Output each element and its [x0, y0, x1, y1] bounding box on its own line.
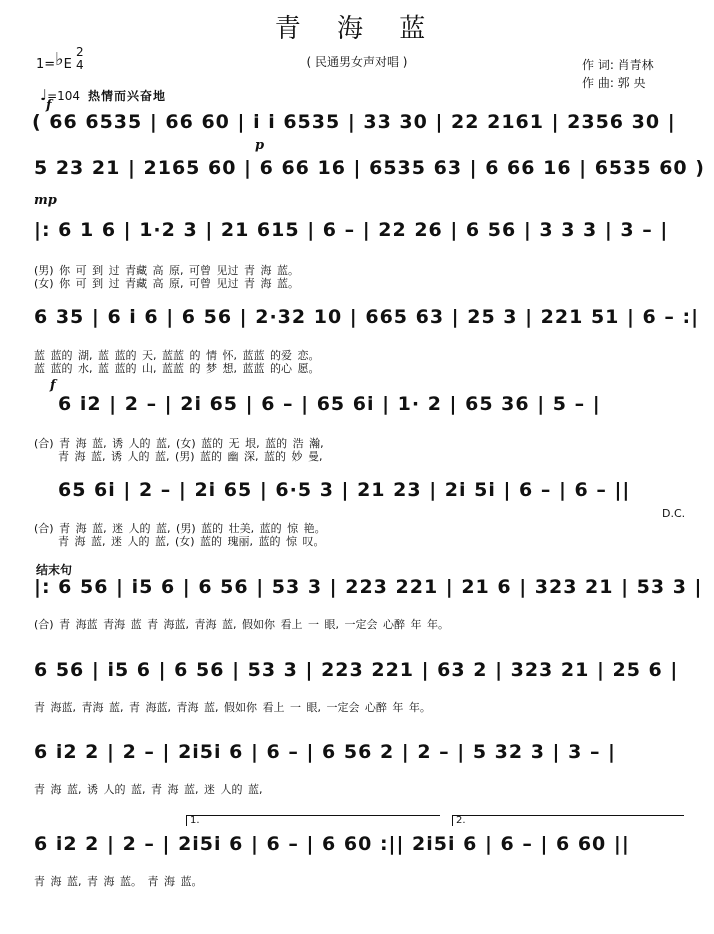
- lyric-row-3-line-1: (男) 你 可 到 过 青藏 高 原, 可曾 见过 青 海 蓝。: [34, 264, 300, 277]
- lyric-row-4-line-2: 蓝 蓝的 水, 蓝 蓝的 山, 蓝蓝 的 梦 想, 蓝蓝 的心 愿。: [34, 362, 320, 375]
- time-top: 2: [76, 45, 84, 59]
- lyric-row-5-line-2: 青 海 蓝, 诱 人的 蓝, (男) 蓝的 幽 深, 蓝的 妙 曼,: [58, 450, 323, 463]
- lyric-row-9: 青 海 蓝, 诱 人的 蓝, 青 海 蓝, 迷 人的 蓝,: [34, 783, 263, 796]
- notation-row-4: 6 35 | 6 i 6 | 6 56 | 2·32 10 | 665 63 | 25 3 | 221 51 | 6 – :|: [34, 306, 700, 328]
- lyric-row-5-line-1: (合) 青 海 蓝, 诱 人的 蓝, (女) 蓝的 无 垠, 蓝的 浩 瀚,: [34, 437, 324, 450]
- lyric-row-4-line-1: 蓝 蓝的 湖, 蓝 蓝的 天, 蓝蓝 的 情 怀, 蓝蓝 的爱 恋。: [34, 349, 320, 362]
- lyric-row-3-line-2: (女) 你 可 到 过 青藏 高 原, 可曾 见过 青 海 蓝。: [34, 277, 300, 290]
- key-signature: [36, 49, 72, 73]
- quarter-note-icon: ♩: [40, 86, 48, 104]
- notation-row-7: |: 6 56 | i5 6 | 6 56 | 53 3 | 223 221 | 21 6 | 323 21 | 53 3 |: [34, 576, 703, 598]
- ending-section-label: 结末句: [36, 563, 73, 577]
- expression-text: 热情而兴奋地: [88, 89, 167, 103]
- lyricist-credit: 作 词: 肖青林: [582, 58, 654, 72]
- lyric-row-6-line-2: 青 海 蓝, 迷 人的 蓝, (女) 蓝的 瑰丽, 蓝的 惊 叹。: [58, 535, 325, 548]
- dynamic-forte-2: f: [50, 378, 56, 393]
- key-letter: E: [63, 57, 72, 72]
- da-capo-mark: D.C.: [662, 507, 686, 520]
- lyric-row-6-line-1: (合) 青 海 蓝, 迷 人的 蓝, (男) 蓝的 壮美, 蓝的 惊 艳。: [34, 522, 326, 535]
- notation-row-3: |: 6 1 6 | 1·2 3 | 21 615 | 6 – | 22 26 | 6 56 | 3 3 3 | 3 – |: [34, 219, 669, 241]
- lyric-row-8: 青 海蓝, 青海 蓝, 青 海蓝, 青海 蓝, 假如你 看上 一 眼, 一定会 心醉 年 年。: [34, 701, 431, 714]
- dynamic-forte-1: f: [46, 98, 52, 113]
- notation-row-10: 6 i2 2 | 2 – | 2i5i 6 | 6 – | 6 60 :|| 2i5i 6 | 6 – | 6 60 ||: [34, 833, 630, 855]
- notation-row-9: 6 i2 2 | 2 – | 2i5i 6 | 6 – | 6 56 2 | 2 – | 5 32 3 | 3 – |: [34, 741, 617, 763]
- flat-sign: ♭: [55, 49, 64, 70]
- lyric-row-7: (合) 青 海蓝 青海 蓝 青 海蓝, 青海 蓝, 假如你 看上 一 眼, 一定会 心醉 年 年。: [34, 618, 450, 631]
- notation-row-8: 6 56 | i5 6 | 6 56 | 53 3 | 223 221 | 63 2 | 323 21 | 25 6 |: [34, 659, 679, 681]
- composer-credit: 作 曲: 郭 央: [582, 76, 646, 90]
- notation-row-1: ( 66 6535 | 66 60 | i i 6535 | 33 30 | 22 2161 | 2356 30 |: [32, 111, 676, 133]
- volta-first-ending: 1.: [186, 815, 440, 826]
- song-subtitle: ( 民通男女声对唱 ): [306, 55, 408, 69]
- tempo-marking: [40, 86, 166, 104]
- song-title: 青 海 蓝: [274, 14, 440, 44]
- notation-row-5: 6 i2 | 2 – | 2i 65 | 6 – | 65 6i | 1· 2 | 65 36 | 5 – |: [58, 393, 601, 415]
- notation-row-6: 65 6i | 2 – | 2i 65 | 6·5 3 | 21 23 | 2i 5i | 6 – | 6 – ||: [58, 479, 631, 501]
- time-bottom: 4: [76, 58, 84, 72]
- notation-row-2: 5 23 21 | 2165 60 | 6 66 16 | 6535 63 | 6 66 16 | 6535 60 ): [34, 157, 705, 179]
- volta-second-ending: 2.: [452, 815, 684, 826]
- dynamic-piano: p: [255, 138, 265, 153]
- dynamic-mezzo-piano: mp: [34, 193, 57, 208]
- time-signature: [76, 46, 84, 72]
- key-prefix: 1=: [36, 57, 56, 72]
- lyric-row-10: 青 海 蓝, 青 海 蓝。 青 海 蓝。: [34, 875, 203, 888]
- tempo-value: =104: [47, 89, 81, 103]
